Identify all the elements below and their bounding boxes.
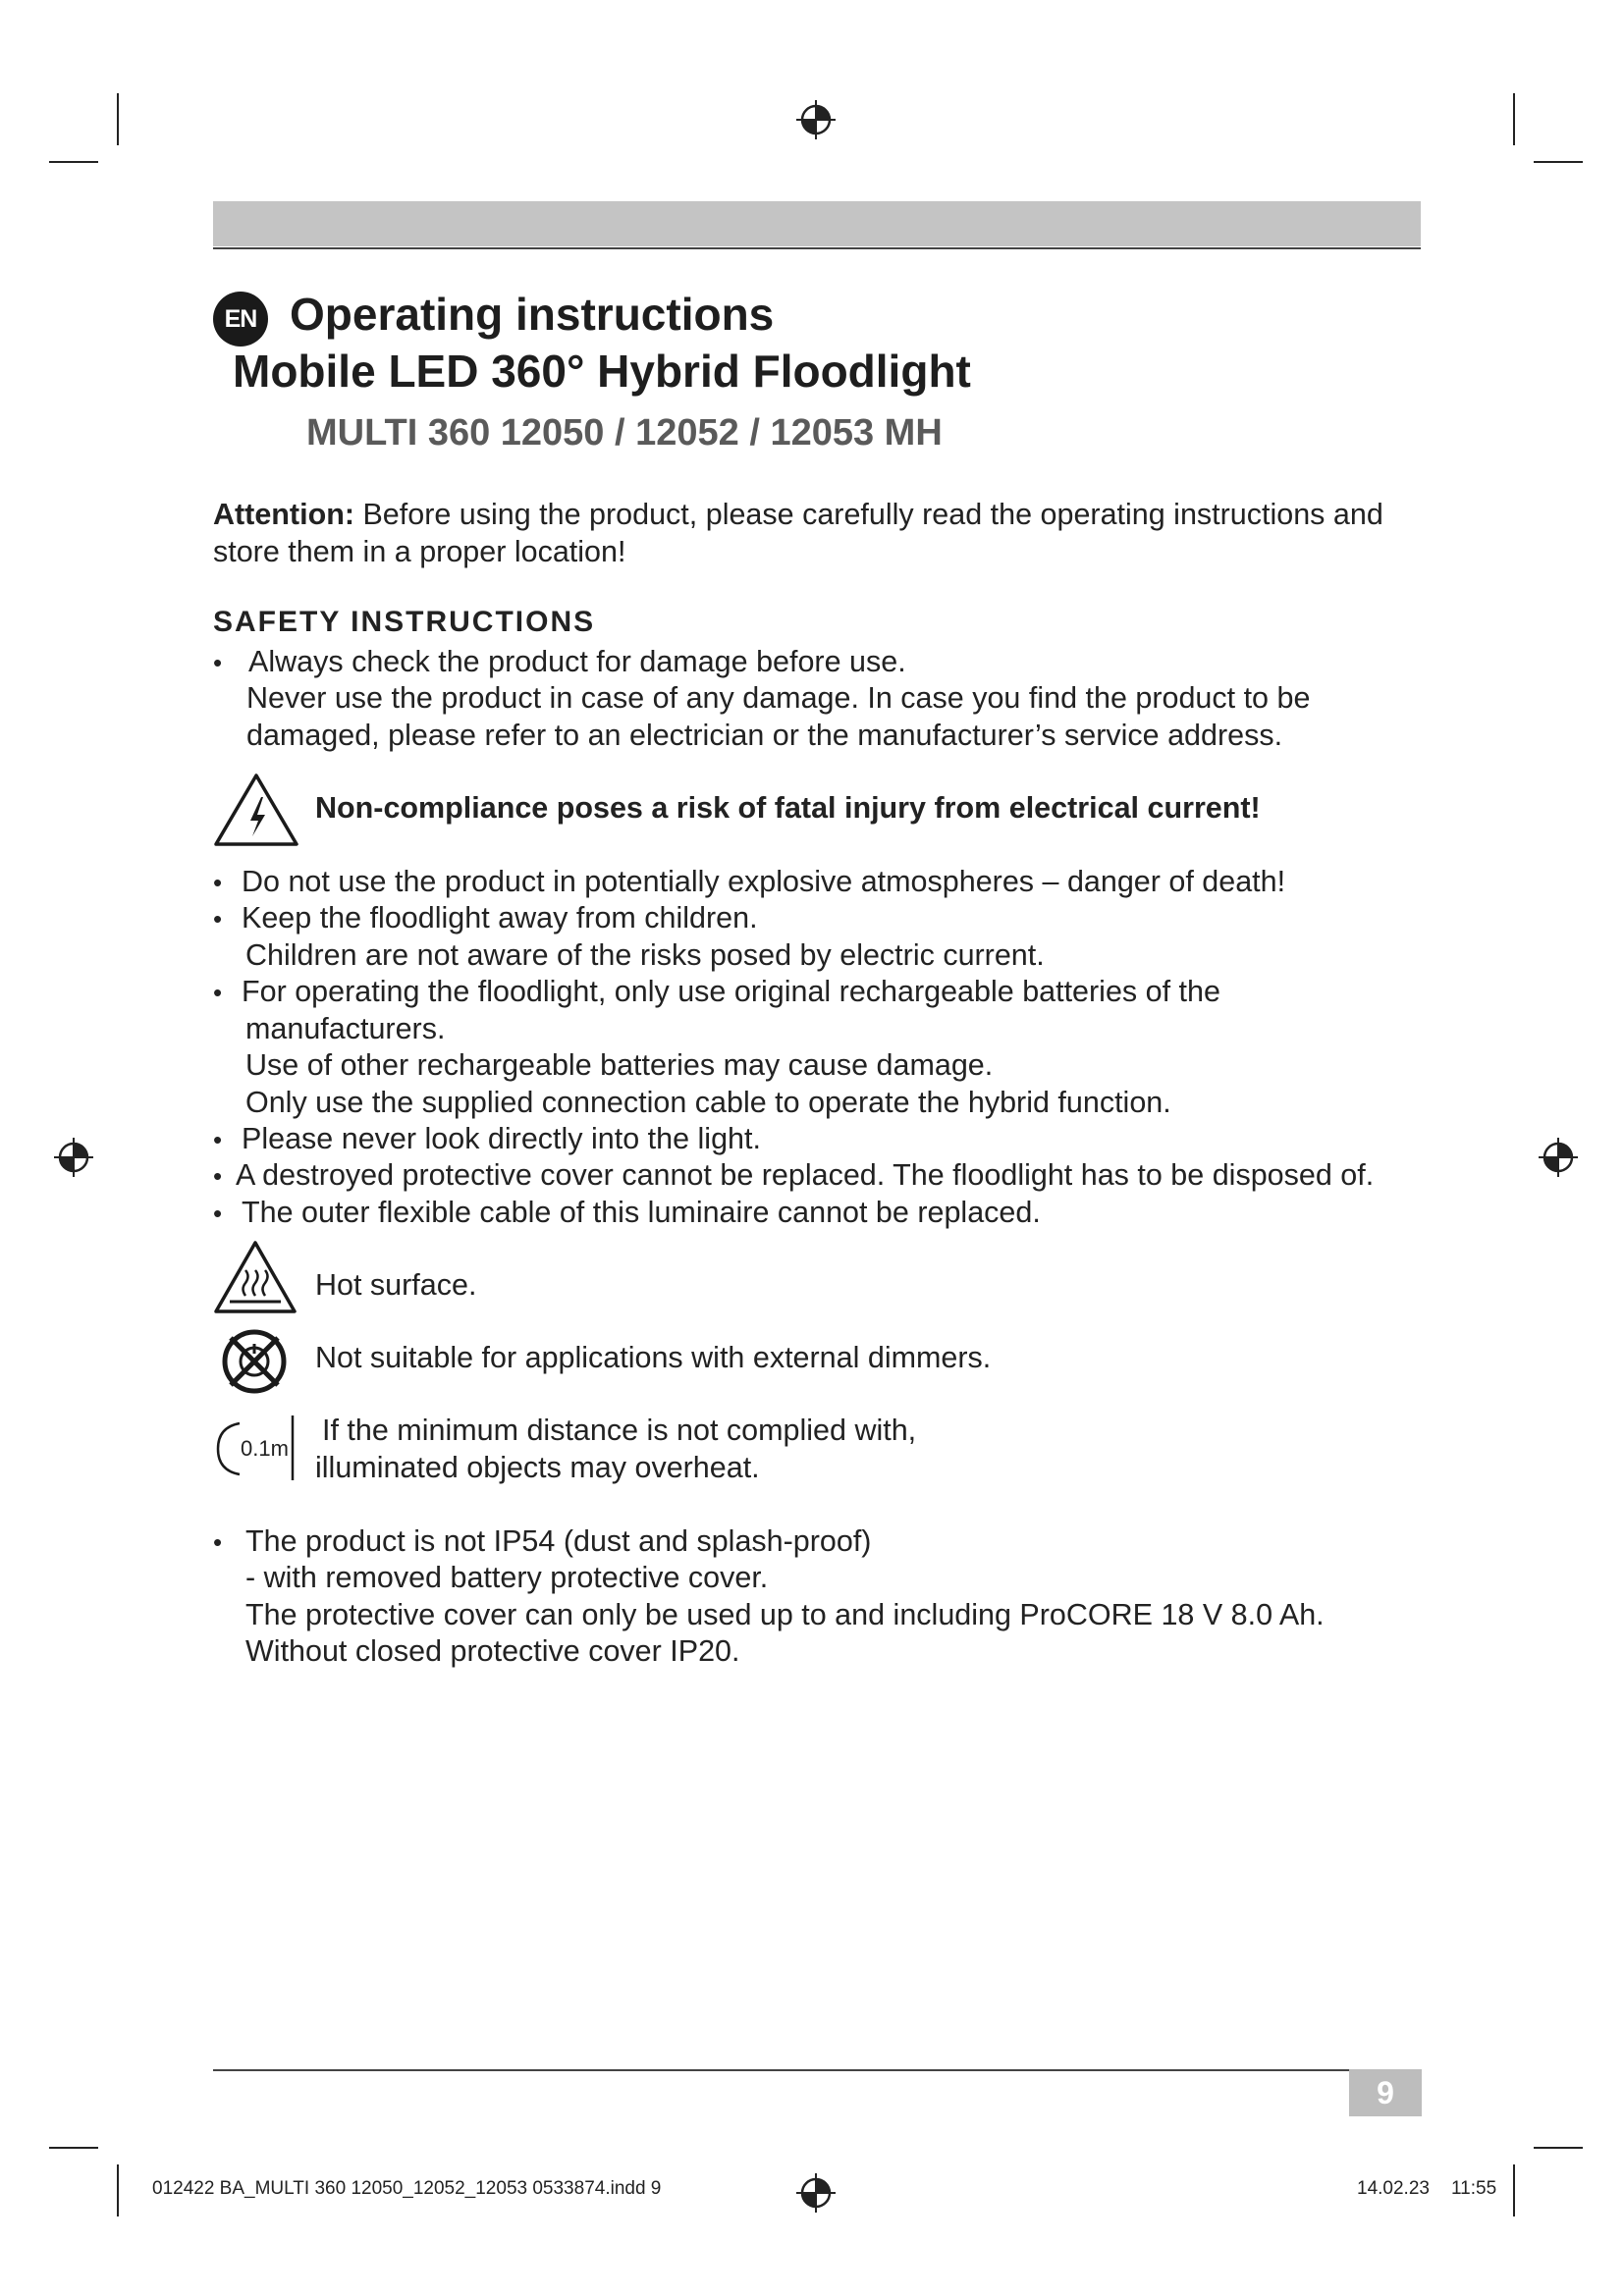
crop-mark [1534, 2147, 1583, 2149]
attention-line-1 [213, 497, 1383, 534]
no-dimmer-icon [219, 1326, 290, 1397]
ip-line-4: Without closed protective cover IP20. [245, 1634, 740, 1668]
bullet: • [213, 1161, 223, 1191]
hot-surface-icon [212, 1239, 298, 1315]
explosive-item: Do not use the product in potentially explosive atmospheres – danger of death! [242, 865, 1286, 898]
batteries-item-1: For operating the floodlight, only use original rechargeable batteries of the [242, 975, 1220, 1008]
electrical-warning: Non-compliance poses a risk of fatal injury from electrical current! [315, 791, 1261, 825]
cover-item: A destroyed protective cover cannot be replaced. The floodlight has to be disposed of. [236, 1158, 1375, 1192]
attention-text: Before using the product, please carefully read the operating instructions and [353, 498, 1383, 531]
bullet: • [213, 904, 223, 934]
footer-time: 11:55 [1451, 2178, 1497, 2199]
bullet: • [213, 1199, 223, 1228]
batteries-item-2: manufacturers. [245, 1012, 446, 1045]
bullet: • [213, 648, 223, 677]
hot-surface-text: Hot surface. [315, 1268, 477, 1302]
minimum-distance-icon [212, 1414, 300, 1482]
light-item: Please never look directly into the light. [242, 1122, 761, 1155]
footer-rule [213, 2069, 1421, 2071]
registration-mark-icon [794, 2171, 838, 2215]
ip-line-3: The protective cover can only be used up to and including ProCORE 18 V 8.0 Ah. [245, 1598, 1325, 1631]
attention-label: Attention: [213, 498, 354, 531]
ip-line-2: - with removed battery protective cover. [245, 1561, 769, 1594]
bullet: • [213, 868, 223, 897]
bullet: • [213, 978, 223, 1007]
language-badge: EN [213, 292, 268, 347]
distance-text-2: illuminated objects may overheat. [315, 1451, 760, 1484]
crop-mark [49, 161, 98, 163]
ip-line-1: The product is not IP54 (dust and splash-proof) [245, 1524, 872, 1558]
crop-mark [1513, 2164, 1515, 2216]
crop-mark [117, 93, 119, 145]
children-item-1: Keep the floodlight away from children. [242, 901, 758, 934]
product-name: Mobile LED 360° Hybrid Floodlight [233, 346, 971, 397]
check-line-3: damaged, please refer to an electrician or the manufacturer’s service address. [246, 719, 1283, 752]
check-line-1: Always check the product for damage before use. [248, 645, 906, 678]
crop-mark [1513, 93, 1515, 145]
document-title: Operating instructions [290, 289, 775, 340]
attention-line-2: store them in a proper location! [213, 535, 626, 568]
model-numbers: MULTI 360 12050 / 12052 / 12053 MH [306, 412, 943, 454]
distance-label: 0.1m [241, 1436, 289, 1461]
registration-mark-icon [1537, 1136, 1580, 1179]
header-rule [213, 247, 1421, 249]
batteries-item-3: Use of other rechargeable batteries may cause damage. [245, 1048, 994, 1082]
distance-text-1: If the minimum distance is not complied with, [322, 1414, 917, 1447]
footer-date: 14.02.23 [1357, 2178, 1430, 2199]
dimmer-text: Not suitable for applications with external dimmers. [315, 1341, 992, 1374]
section-heading: SAFETY INSTRUCTIONS [213, 606, 596, 638]
electric-shock-warning-icon [212, 772, 300, 848]
footer-filename: 012422 BA_MULTI 360 12050_12052_12053 0533874.indd 9 [152, 2178, 662, 2199]
children-item-2: Children are not aware of the risks posed by electric current. [245, 938, 1045, 972]
header-bar [213, 201, 1421, 246]
bullet: • [213, 1527, 223, 1557]
registration-mark-icon [52, 1136, 95, 1179]
bullet: • [213, 1125, 223, 1154]
registration-mark-icon [794, 98, 838, 141]
page-number: 9 [1349, 2069, 1422, 2116]
crop-mark [117, 2164, 119, 2216]
cable-item: The outer flexible cable of this luminaire cannot be replaced. [242, 1196, 1041, 1229]
check-line-2: Never use the product in case of any damage. In case you find the product to be [246, 681, 1311, 715]
batteries-item-4: Only use the supplied connection cable to operate the hybrid function. [245, 1086, 1171, 1119]
crop-mark [1534, 161, 1583, 163]
crop-mark [49, 2147, 98, 2149]
